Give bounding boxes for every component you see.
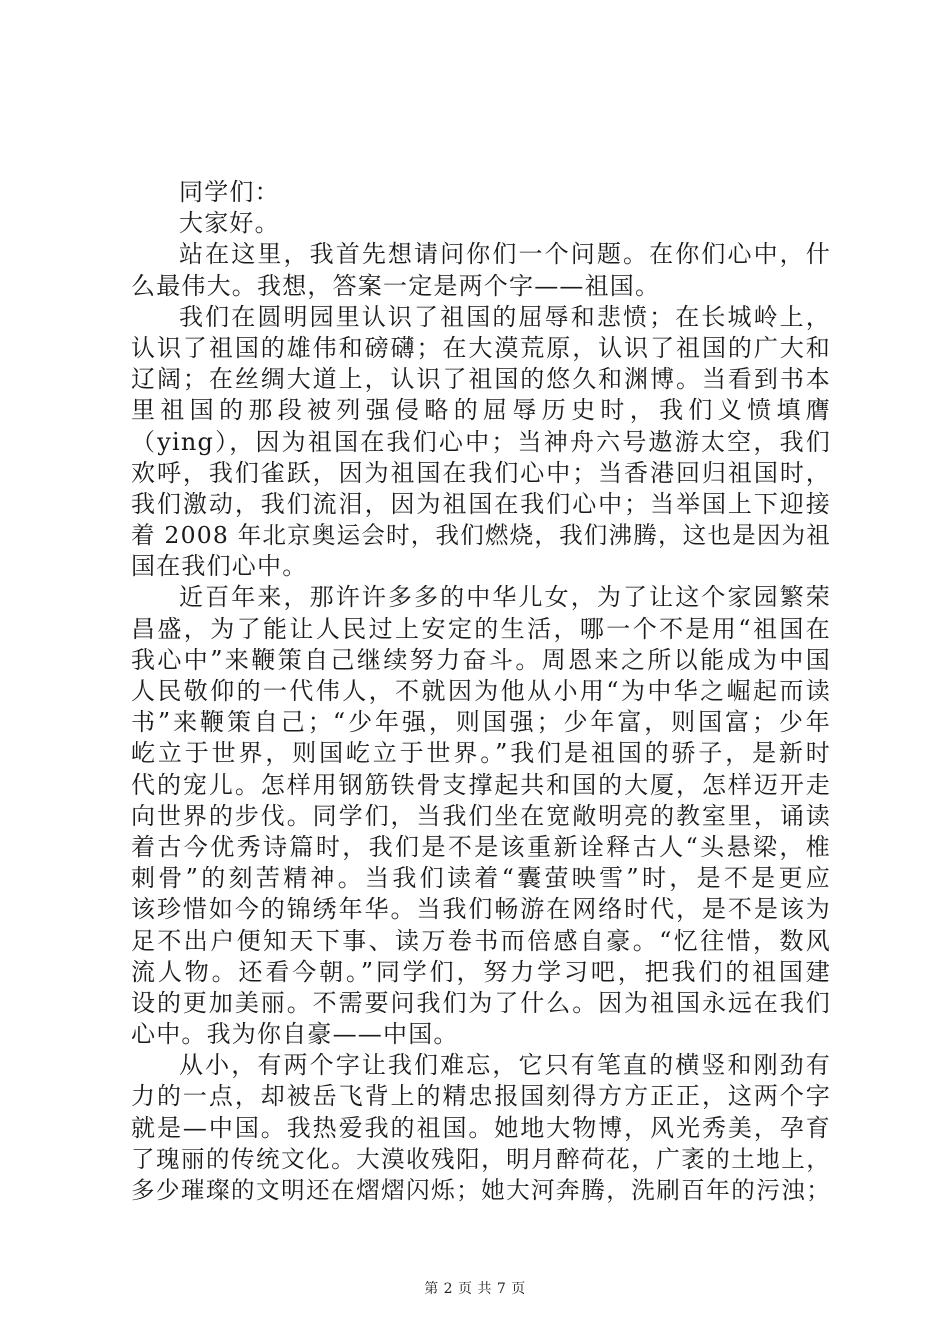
text-line: 大家好。 (179, 209, 280, 238)
text-line: 我们激动，我们流泪，因为祖国在我们心中；当举国上下迎接 (131, 489, 831, 518)
text-line: 了瑰丽的传统文化。大漠收残阳，明月醉荷花，广袤的土地上， (131, 1144, 831, 1173)
text-line: 心中。我为你自豪——中国。 (131, 1020, 459, 1049)
text-line: 同学们： (179, 178, 280, 206)
text-line: 近百年来，那许许多多的中华儿女，为了让这个家园繁荣 (179, 583, 831, 612)
text-line: 从小，有两个字让我们难忘，它只有笔直的横竖和刚劲有 (179, 1051, 831, 1080)
body-text (131, 177, 831, 1206)
text-line: 足不出户便知天下事、读万卷书而倍感自豪。“忆往惜，数风 (131, 926, 831, 955)
text-line: 我心中”来鞭策自己继续努力奋斗。周恩来之所以能成为中国 (131, 645, 831, 674)
text-line: 国在我们心中。 (131, 552, 308, 581)
text-line: 里祖国的那段被列强侵略的屈辱历史时，我们义愤填膺 (131, 396, 831, 425)
text-line: 多少璀璨的文明还在熠熠闪烁；她大河奔腾，洗刷百年的污浊； (131, 1176, 831, 1204)
text-line: 屹立于世界，则国屹立于世界。”我们是祖国的骄子，是新时 (131, 739, 831, 768)
text-line: 着 2008 年北京奥运会时，我们燃烧，我们沸腾，这也是因为祖 (131, 521, 831, 550)
text-line: 昌盛，为了能让人民过上安定的生活，哪一个不是用“祖国在 (131, 614, 831, 643)
text-line: 向世界的步伐。同学们，当我们坐在宽敞明亮的教室里，诵读 (131, 801, 831, 830)
page-footer: 第 2 页 共 7 页 (424, 1281, 526, 1297)
text-line: 力的一点，却被岳飞背上的精忠报国刻得方方正正，这两个字 (131, 1082, 831, 1111)
text-line: 流人物。还看今朝。”同学们，努力学习吧，把我们的祖国建 (131, 957, 831, 986)
text-line: 认识了祖国的雄伟和磅礴；在大漠荒原，认识了祖国的广大和 (131, 333, 831, 362)
text-line: 我们在圆明园里认识了祖国的屈辱和悲愤；在长城岭上， (179, 302, 831, 331)
text-line: 书”来鞭策自己；“少年强，则国强；少年富，则国富；少年 (131, 708, 831, 737)
text-line: 么最伟大。我想，答案一定是两个字——祖国。 (131, 271, 661, 300)
text-line: 代的宠儿。怎样用钢筋铁骨支撑起共和国的大厦，怎样迈开走 (131, 770, 831, 799)
text-line: 人民敬仰的一代伟人，不就因为他从小用“为中华之崛起而读 (131, 677, 831, 705)
text-line: 该珍惜如今的锦绣年华。当我们畅游在网络时代，是不是该为 (131, 895, 831, 924)
text-line: 站在这里，我首先想请问你们一个问题。在你们心中，什 (179, 240, 831, 269)
text-line: 着古今优秀诗篇时，我们是不是该重新诠释古人“头悬梁，椎 (131, 832, 831, 861)
text-line: 刺骨”的刻苦精神。当我们读着“囊萤映雪”时，是不是更应 (131, 864, 831, 893)
text-line: 设的更加美丽。不需要问我们为了什么。因为祖国永远在我们 (131, 988, 831, 1017)
text-line: （ying），因为祖国在我们心中；当神舟六号遨游太空，我们 (131, 427, 831, 456)
text-line: 辽阔；在丝绸大道上，认识了祖国的悠久和渊博。当看到书本 (131, 365, 831, 394)
text-line: 就是—中国。我热爱我的祖国。她地大物博，风光秀美，孕育 (131, 1113, 831, 1142)
text-line: 欢呼，我们雀跃，因为祖国在我们心中；当香港回归祖国时， (131, 458, 831, 487)
